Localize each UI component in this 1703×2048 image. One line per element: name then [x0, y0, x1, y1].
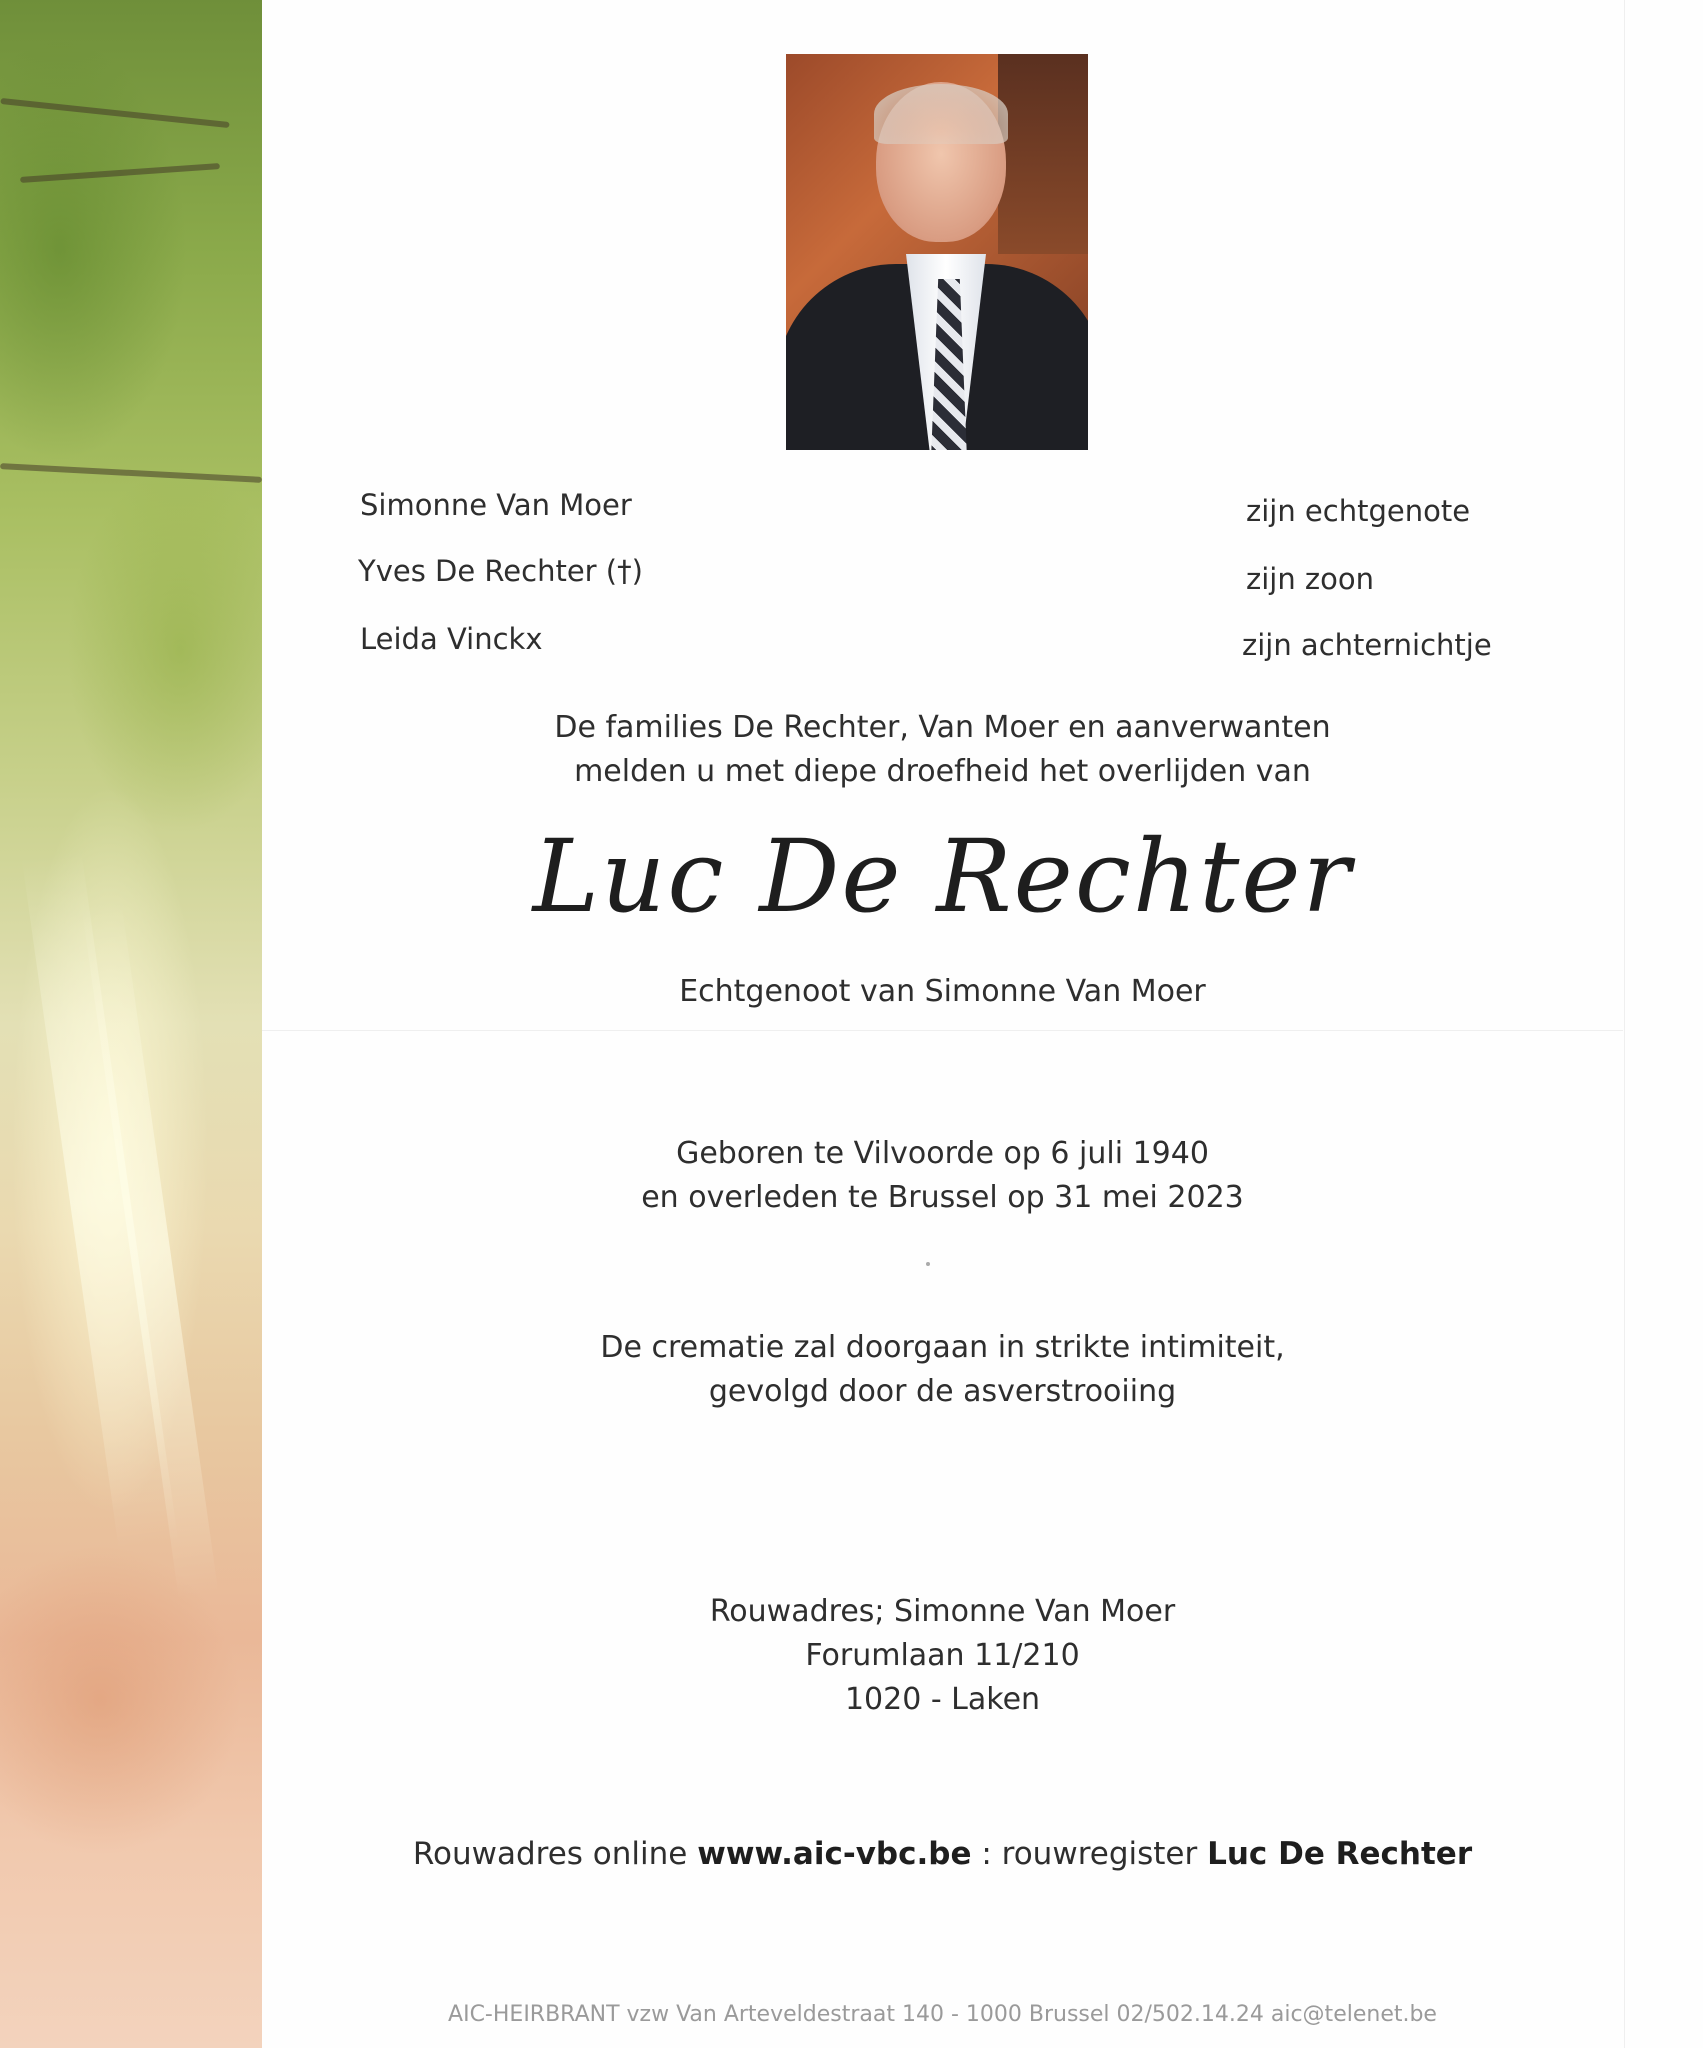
register-name: Luc De Rechter	[1207, 1836, 1473, 1872]
address-line: Rouwadres; Simonne Van Moer	[709, 1594, 1176, 1629]
address-line: Forumlaan 11/210	[805, 1638, 1080, 1673]
relative-role: zijn echtgenote	[1246, 494, 1471, 528]
death-line: en overleden te Brussel op 31 mei 2023	[641, 1180, 1244, 1215]
deceased-subtitle: Echtgenoot van Simonne Van Moer	[679, 974, 1206, 1009]
announcement-line: melden u met diepe droefheid het overlijden van	[574, 754, 1311, 789]
address-line: 1020 - Laken	[844, 1682, 1041, 1717]
portrait-photo	[786, 54, 1088, 450]
forest-path-image	[0, 0, 262, 2048]
relative-name: Yves De Rechter (†)	[358, 554, 643, 588]
relative-role: zijn achternichtje	[1242, 628, 1492, 662]
birth-line: Geboren te Vilvoorde op 6 juli 1940	[676, 1136, 1209, 1171]
fold-line	[262, 1030, 1623, 1031]
relative-role: zijn zoon	[1246, 562, 1375, 596]
online-separator: :	[981, 1836, 992, 1872]
register-label: rouwregister	[1001, 1836, 1198, 1872]
online-prefix: Rouwadres online	[412, 1836, 688, 1872]
funeral-home-footer: AIC-HEIRBRANT vzw Van Arteveldestraat 140 - 1000 Brussel 02/502.14.24 aic@telenet.be	[448, 2002, 1437, 2027]
card-edge	[1624, 0, 1625, 2048]
online-url[interactable]: www.aic-vbc.be	[697, 1836, 972, 1872]
ceremony-line: gevolgd door de asverstrooiing	[708, 1374, 1177, 1409]
ornament-dot	[926, 1262, 930, 1266]
announcement-line: De families De Rechter, Van Moer en aanverwanten	[554, 710, 1331, 745]
deceased-name: Luc De Rechter	[532, 818, 1353, 935]
relative-name: Simonne Van Moer	[360, 488, 632, 522]
ceremony-line: De crematie zal doorgaan in strikte intimiteit,	[600, 1330, 1285, 1365]
online-register	[262, 1836, 1623, 1872]
relative-name: Leida Vinckx	[360, 622, 543, 656]
